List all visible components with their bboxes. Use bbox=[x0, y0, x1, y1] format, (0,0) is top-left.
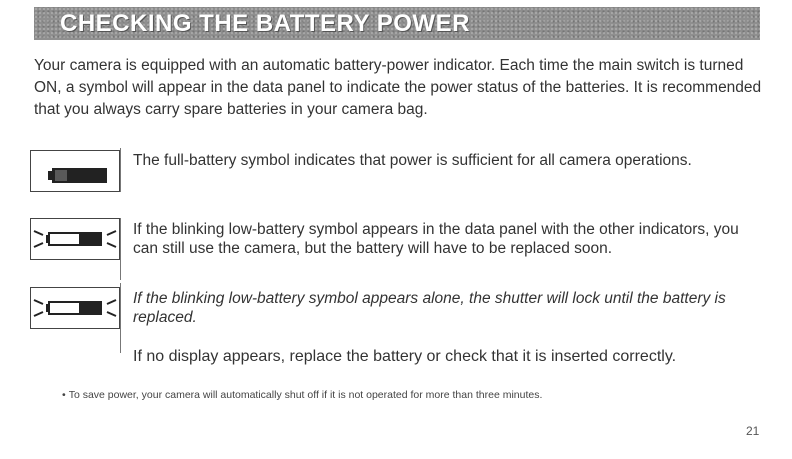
row-divider bbox=[120, 283, 121, 353]
note-bullet: • bbox=[62, 389, 66, 401]
row-divider bbox=[120, 148, 121, 192]
low-battery-description: If the blinking low-battery symbol appears in the data panel with the other indicators, you can still use the camera, but the battery will have to be replaced soon. bbox=[133, 221, 739, 257]
blinking-low-battery-icon bbox=[31, 219, 119, 259]
low-battery-alone-description: If the blinking low-battery symbol appears alone, the shutter will lock until the battery is replaced. bbox=[133, 290, 726, 326]
intro-paragraph: Your camera is equipped with an automatic battery-power indicator. Each time the main switch is turned ON, a symbol will appear in the data panel to indicate the power status of the batteries. It is recommended that you always carry spare batteries in your camera bag. bbox=[34, 57, 762, 118]
power-saving-note bbox=[62, 389, 542, 401]
full-battery-icon bbox=[31, 151, 119, 191]
low-battery-alone-box bbox=[30, 287, 120, 329]
low-battery-box bbox=[30, 218, 120, 260]
full-battery-description: The full-battery symbol indicates that power is sufficient for all camera operations. bbox=[133, 152, 692, 169]
section-title: CHECKING THE BATTERY POWER bbox=[60, 10, 470, 37]
full-battery-box bbox=[30, 150, 120, 192]
blinking-low-battery-alone-icon bbox=[31, 288, 119, 328]
note-text: To save power, your camera will automatically shut off if it is not operated for more than three minutes. bbox=[68, 389, 543, 401]
no-display-description: If no display appears, replace the battery or check that it is inserted correctly. bbox=[133, 348, 677, 365]
page-number: 21 bbox=[746, 424, 760, 438]
row-divider bbox=[120, 218, 121, 280]
